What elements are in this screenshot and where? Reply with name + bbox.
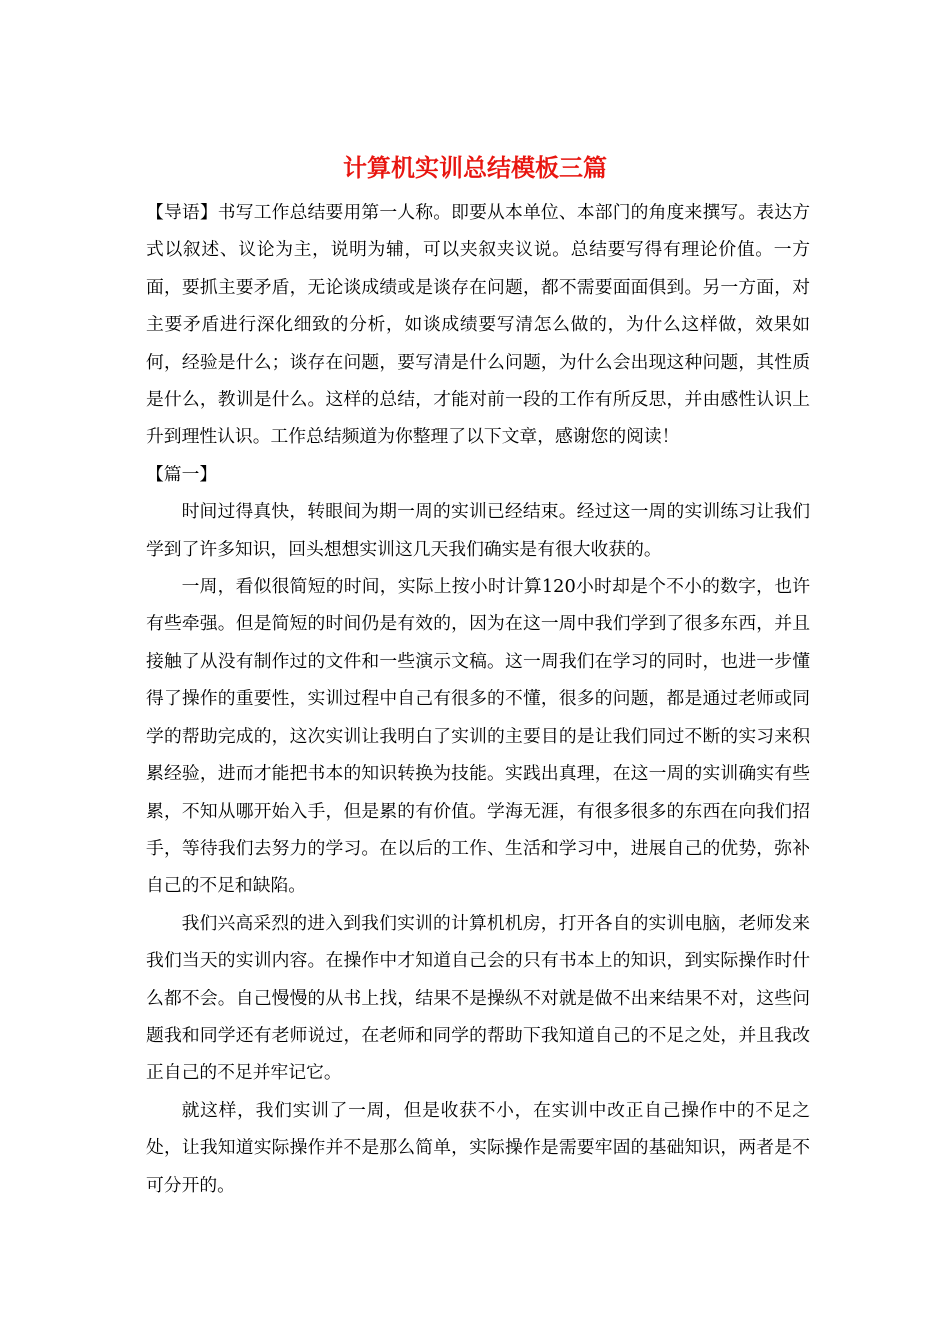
intro-paragraph: 【导语】书写工作总结要用第一人称。即要从本单位、本部门的角度来撰写。表达方式以叙述、议论为主，说明为辅，可以夹叙夹议说。总结要写得有理论价值。一方面，要抓主要矛盾，无论谈成绩或是谈存在问题，都不需要面面俱到。另一方面，对主要矛盾进行深化细致的分析，如谈成绩要写清怎么做的，为什么这样做，效果如何，经验是什么；谈存在问题，要写清是什么问题，为什么会出现这种问题，其性质是什么，教训是什么。这样的总结，才能对前一段的工作有所反思，并由感性认识上升到理性认识。工作总结频道为你整理了以下文章，感谢您的阅读！ bbox=[146, 202, 810, 448]
document-title: 计算机实训总结模板三篇 bbox=[343, 153, 607, 182]
document-body bbox=[146, 194, 810, 1204]
body-paragraph: 我们兴高采烈的进入到我们实训的计算机机房，打开各自的实训电脑，老师发来我们当天的实训内容。在操作中才知道自己会的只有书本上的知识，到实际操作时什么都不会。自己慢慢的从书上找，结果不是操纵不对就是做不出来结果不对，这些问题我和同学还有老师说过，在老师和同学的帮助下我知道自己的不足之处，并且我改正自己的不足并牢记它。 bbox=[146, 912, 810, 1084]
body-paragraph: 就这样，我们实训了一周，但是收获不小，在实训中改正自己操作中的不足之处，让我知道实际操作并不是那么简单，实际操作是需要牢固的基础知识，两者是不可分开的。 bbox=[146, 1099, 810, 1196]
body-paragraph: 一周，看似很简短的时间，实际上按小时计算120小时却是个不小的数字，也许有些牵强。但是简短的时间仍是有效的，因为在这一周中我们学到了很多东西，并且接触了从没有制作过的文件和一些演示文稿。这一周我们在学习的同时，也进一步懂得了操作的重要性，实训过程中自己有很多的不懂，很多的问题，都是通过老师或同学的帮助完成的，这次实训让我明白了实训的主要目的是让我们同过不断的实习来积累经验，进而才能把书本的知识转换为技能。实践出真理，在这一周的实训确实有些累，不知从哪开始入手，但是累的有价值。学海无涯，有很多很多的东西在向我们招手，等待我们去努力的学习。在以后的工作、生活和学习中，进展自己的优势，弥补自己的不足和缺陷。 bbox=[146, 576, 810, 897]
section-heading: 【篇一】 bbox=[146, 463, 218, 485]
body-paragraph: 时间过得真快，转眼间为期一周的实训已经结束。经过这一周的实训练习让我们学到了许多知识，回头想想实训这几天我们确实是有很大收获的。 bbox=[146, 501, 810, 560]
